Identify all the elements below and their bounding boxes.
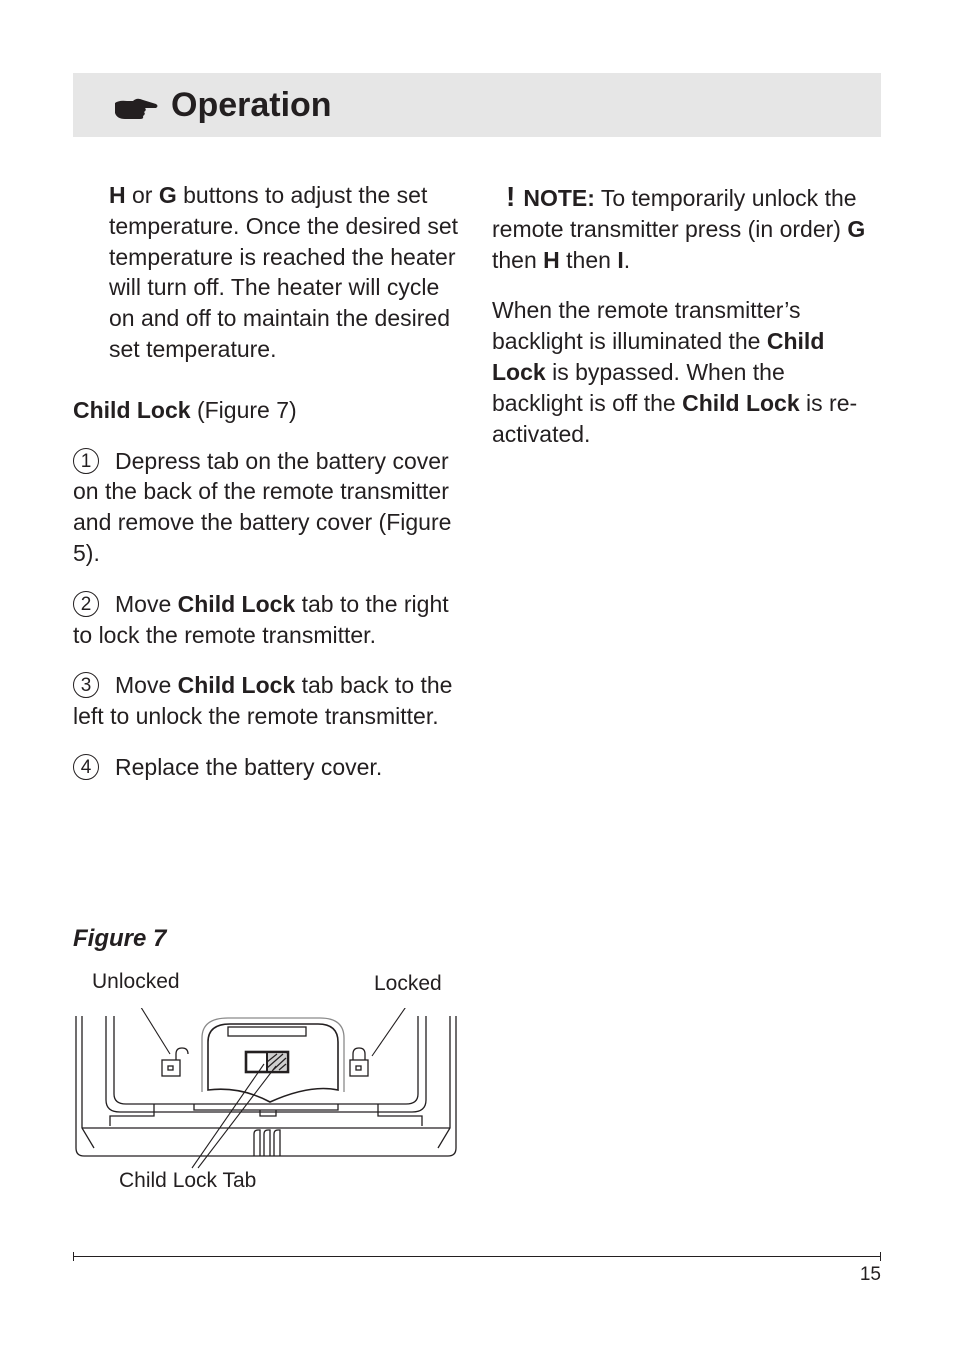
figure-title: Figure 7 bbox=[73, 925, 167, 952]
right-column bbox=[492, 182, 877, 469]
remote-back-diagram bbox=[70, 1008, 462, 1180]
page-number: 15 bbox=[859, 1264, 881, 1285]
page-title: Operation bbox=[171, 86, 332, 124]
rule-tick-right bbox=[880, 1252, 881, 1261]
warning-icon: ! bbox=[506, 181, 516, 212]
pointing-hand-icon bbox=[113, 95, 159, 121]
step-number-3: 3 bbox=[73, 672, 99, 698]
left-column bbox=[73, 180, 465, 803]
step-4: 4 Replace the battery cover. bbox=[73, 752, 465, 783]
step-number-2: 2 bbox=[73, 591, 99, 617]
intro-paragraph: H or G buttons to adjust the set temperature. Once the desired set temperature is reached the heater will turn off. The heater will cycle on and off to maintain the desired set temperature. bbox=[109, 182, 459, 362]
step-number-1: 1 bbox=[73, 448, 99, 474]
step-3: 3 Move Child Lock tab back to the left to unlock the remote transmitter. bbox=[73, 672, 453, 730]
step-number-4: 4 bbox=[73, 754, 99, 780]
child-lock-heading: Child Lock (Figure 7) bbox=[73, 396, 297, 423]
rule-tick-left bbox=[73, 1252, 74, 1261]
step-1: 1 Depress tab on the battery cover on the back of the remote transmitter and remove the battery cover (Figure 5). bbox=[73, 447, 452, 566]
note-paragraph: ! NOTE: To temporarily unlock the remote transmitter press (in order) G then H then I. bbox=[492, 181, 866, 273]
label-child-lock-tab: Child Lock Tab bbox=[119, 1169, 257, 1192]
backlight-paragraph: When the remote transmitter’s backlight is illuminated the Child Lock is bypassed. When the backlight is off the Child Lock is re-activated. bbox=[492, 297, 858, 447]
footer-rule bbox=[73, 1256, 881, 1257]
label-unlocked: Unlocked bbox=[92, 970, 180, 993]
section-header bbox=[73, 73, 881, 137]
step-2: 2 Move Child Lock tab to the right to lock the remote transmitter. bbox=[73, 590, 449, 648]
label-locked: Locked bbox=[374, 972, 442, 995]
